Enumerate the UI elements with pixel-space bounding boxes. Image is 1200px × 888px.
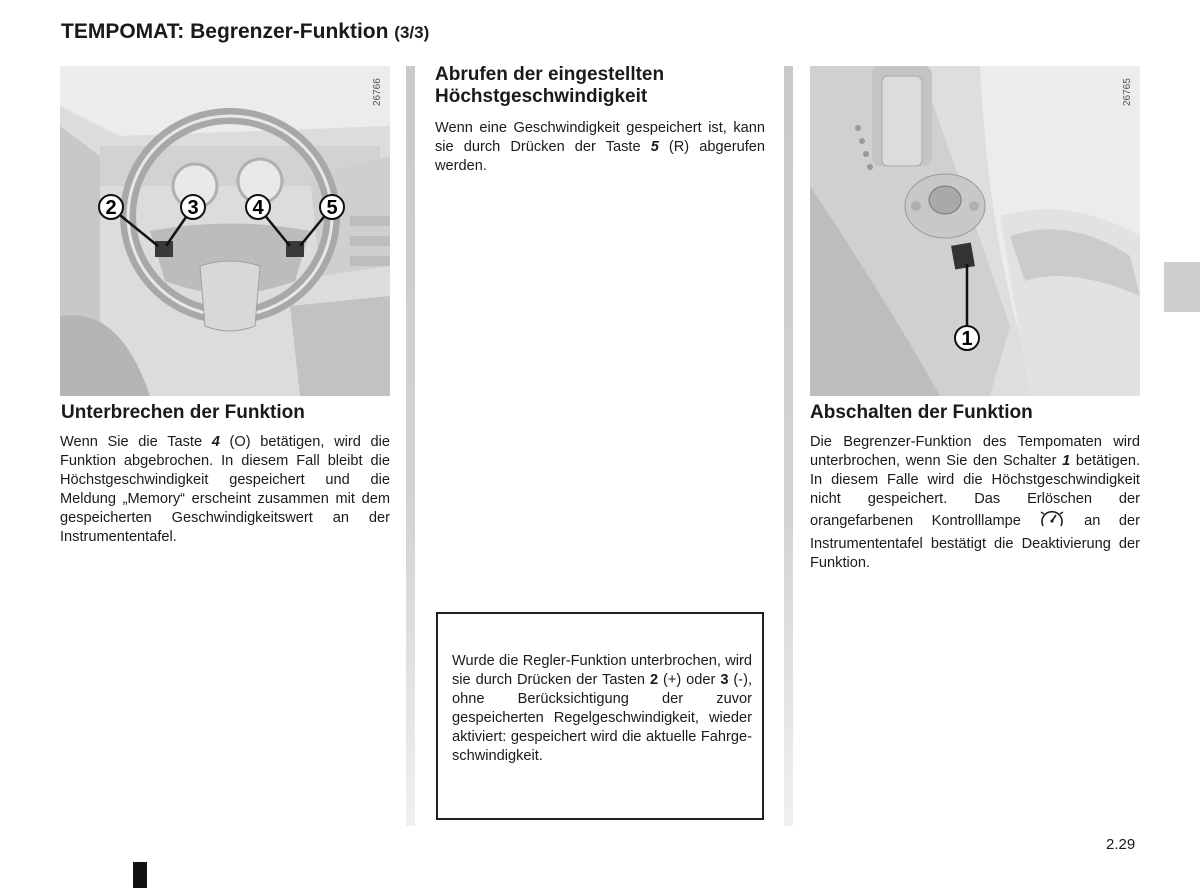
center-console-figure	[810, 66, 1140, 396]
text-part: an der Instrumententafel bestätigt die Deaktivierung der Funktion.	[810, 513, 1140, 571]
key-ref: 4	[211, 434, 220, 450]
key-ref: 3	[720, 672, 729, 688]
callout-2: 2	[105, 197, 117, 219]
column-divider-left	[406, 66, 415, 826]
paragraph-interrupt	[60, 433, 390, 547]
key-ref: 5	[650, 139, 659, 155]
callout-4: 4	[252, 197, 264, 219]
key-ref: 1	[1062, 453, 1071, 469]
heading-switch-off: Abschalten der Funktion	[810, 402, 1033, 423]
crop-mark	[133, 862, 147, 888]
heading-interrupt: Unterbrechen der Funktion	[61, 402, 305, 423]
figure-ref-left: 26766	[372, 78, 383, 106]
note-box	[436, 612, 764, 820]
page-title	[61, 20, 429, 44]
text-part: (R) abgerufen werden.	[435, 139, 765, 174]
text-part: (O) betätigen, wird die Funktion abgebrochen. In diesem Fall bleibt die Höchstgeschwindigkeit gespeichert und die Meldung „Memory“ erscheint zusammen mit dem gespeicherten Geschwindigkeitswert an der Instrumententafel.	[60, 434, 390, 545]
text-part: Wurde die Regler-Funktion unterbrochen, wird sie durch Drücken der Tasten	[452, 653, 752, 688]
figure-ref-right: 26765	[1122, 78, 1133, 106]
text-part: (+) oder	[658, 672, 721, 688]
chapter-tab	[1164, 262, 1200, 312]
page-number: 2.29	[1106, 836, 1136, 853]
text-part: Wenn eine Geschwindigkeit gespeichert ist, kann sie durch Drücken der Taste	[435, 120, 765, 155]
text-part: Die Begrenzer-Funktion des Tempomaten wird unterbrochen, wenn Sie den Schalter	[810, 434, 1140, 469]
text-part: (-), ohne Berücksichtigung der zuvor gespeicherten Regelgeschwindigkeit, wieder aktiviert: gespeichert wird die aktuelle Fahrgeschwindigkeit.	[452, 672, 752, 764]
callout-3: 3	[187, 197, 199, 219]
paragraph-recall	[435, 119, 765, 176]
paragraph-switch-off	[810, 433, 1140, 573]
text-part: betätigen. In diesem Falle wird die Höchstgeschwindigkeit nicht gespeichert. Das Erlöschen der orangefarbenen Kontrolllampe	[810, 453, 1140, 529]
callout-1: 1	[961, 328, 973, 350]
callout-5: 5	[326, 197, 338, 219]
note-text	[452, 652, 752, 766]
text-part: Wenn Sie die Taste	[60, 434, 212, 450]
steering-wheel-figure	[60, 66, 390, 396]
key-ref: 2	[649, 672, 659, 688]
heading-recall: Abrufen der eingestellten Höchstgeschwindigkeit	[435, 64, 665, 107]
speed-limiter-warning-icon	[1039, 509, 1065, 535]
column-divider-right	[784, 66, 793, 826]
title-main: TEMPOMAT: Begrenzer-Funktion	[61, 20, 389, 43]
title-part: (3/3)	[394, 23, 430, 42]
